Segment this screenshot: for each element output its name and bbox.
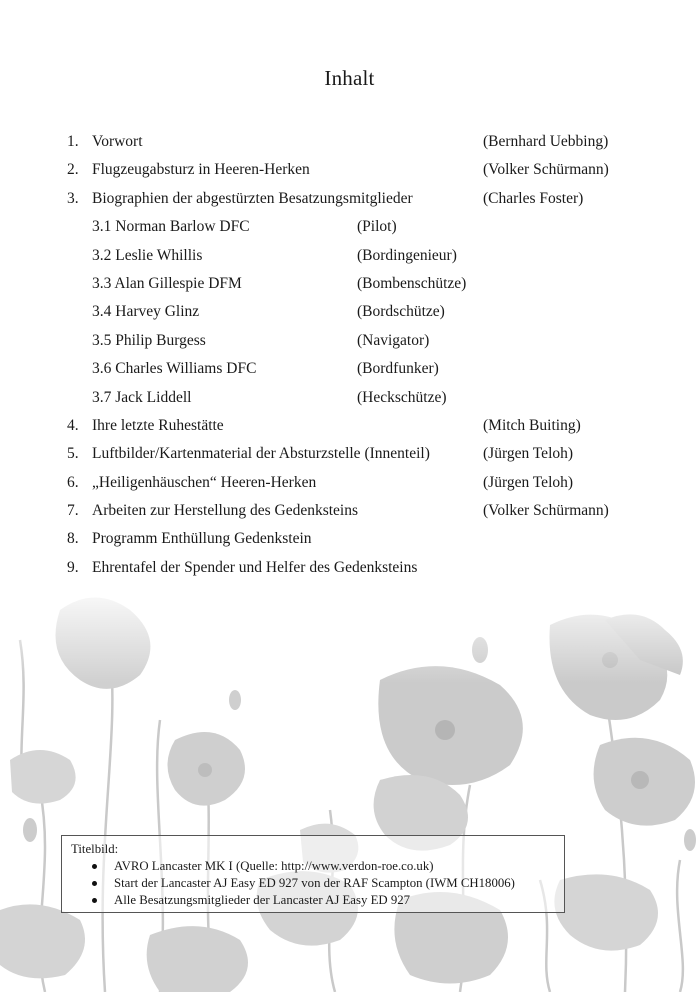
crew-member-role: (Bordingenieur) xyxy=(357,246,457,264)
toc-entry-title: Biographien der abgestürzten Besatzungsmitglieder xyxy=(92,189,413,207)
crew-member-role: (Pilot) xyxy=(357,218,397,236)
toc-entry-author: (Bernhard Uebbing) xyxy=(483,133,609,150)
toc-entry xyxy=(0,497,699,525)
toc-entry xyxy=(0,440,699,468)
crew-member-name: 3.6 Charles Williams DFC xyxy=(92,360,257,378)
caption-item xyxy=(71,875,564,892)
toc-entry-author: (Volker Schürmann) xyxy=(483,502,609,520)
toc-entry-title: Ehrentafel der Spender und Helfer des Gedenksteins xyxy=(92,558,418,576)
crew-member-name: 3.3 Alan Gillespie DFM xyxy=(92,274,242,292)
toc-subentry xyxy=(0,384,699,412)
toc-subentry xyxy=(0,298,699,326)
bullet-icon xyxy=(92,864,97,869)
crew-member-name: 3.4 Harvey Glinz xyxy=(92,303,200,321)
toc-entry-number: 8. xyxy=(67,530,79,548)
toc-entry-number: 6. xyxy=(67,473,79,491)
toc-entry-author: (Jürgen Teloh) xyxy=(483,445,574,463)
crew-member-role: (Bordfunker) xyxy=(357,360,439,378)
toc-entry-number: 5. xyxy=(67,445,79,463)
caption-item-text: AVRO Lancaster MK I (Quelle: http://www.verdon-roe.co.uk) xyxy=(114,859,434,873)
caption-item xyxy=(71,892,564,909)
crew-member-name: 3.2 Leslie Whillis xyxy=(92,246,203,264)
crew-member-role: (Bombenschütze) xyxy=(357,274,467,292)
crew-member-name: 3.1 Norman Barlow DFC xyxy=(92,218,250,236)
poppy-field-background-image xyxy=(0,580,699,992)
toc-subentry xyxy=(0,355,699,383)
toc-subentry xyxy=(0,327,699,355)
toc-entry-title: Vorwort xyxy=(92,133,143,150)
crew-member-role: (Heckschütze) xyxy=(357,388,447,406)
crew-member-role: (Navigator) xyxy=(357,331,430,349)
toc-entry xyxy=(0,412,699,440)
table-of-contents xyxy=(0,128,699,582)
toc-entry-number: 4. xyxy=(67,416,79,434)
toc-entry-number: 2. xyxy=(67,161,79,179)
toc-entry xyxy=(0,128,699,156)
toc-entry-number: 3. xyxy=(67,189,79,207)
toc-subentry xyxy=(0,213,699,241)
toc-entry-title: „Heiligenhäuschen“ Heeren-Herken xyxy=(92,473,317,491)
crew-member-role: (Bordschütze) xyxy=(357,303,445,321)
toc-subentry xyxy=(0,242,699,270)
toc-entry xyxy=(0,525,699,553)
page-title: Inhalt xyxy=(324,66,375,90)
toc-entry xyxy=(0,554,699,582)
toc-entry-title: Luftbilder/Kartenmaterial der Absturzstelle (Innenteil) xyxy=(92,445,430,463)
toc-entry xyxy=(0,156,699,184)
toc-entry-author: (Charles Foster) xyxy=(483,189,584,207)
toc-entry xyxy=(0,469,699,497)
toc-entry-number: 7. xyxy=(67,502,79,520)
crew-member-name: 3.7 Jack Liddell xyxy=(92,388,192,406)
caption-item-text: Alle Besatzungsmitglieder der Lancaster AJ Easy ED 927 xyxy=(114,893,411,907)
cover-image-caption-box xyxy=(61,835,565,913)
bullet-icon xyxy=(92,881,97,886)
toc-entry xyxy=(0,185,699,213)
caption-item-text: Start der Lancaster AJ Easy ED 927 von der RAF Scampton (IWM CH18006) xyxy=(114,876,515,890)
toc-entry-author: (Jürgen Teloh) xyxy=(483,473,574,491)
toc-entry-number: 1. xyxy=(67,133,79,150)
toc-entry-title: Programm Enthüllung Gedenkstein xyxy=(92,530,312,548)
toc-subentry xyxy=(0,270,699,298)
toc-entry-author: (Volker Schürmann) xyxy=(483,161,609,179)
bullet-icon xyxy=(92,898,97,903)
caption-item xyxy=(71,858,564,875)
toc-entry-author: (Mitch Buiting) xyxy=(483,416,581,434)
toc-entry-number: 9. xyxy=(67,558,79,576)
caption-heading: Titelbild: xyxy=(71,842,119,856)
toc-entry-title: Ihre letzte Ruhestätte xyxy=(92,416,224,434)
crew-member-name: 3.5 Philip Burgess xyxy=(92,331,206,349)
toc-entry-title: Arbeiten zur Herstellung des Gedenksteins xyxy=(92,502,359,520)
caption-list xyxy=(71,858,564,909)
toc-entry-title: Flugzeugabsturz in Heeren-Herken xyxy=(92,161,310,179)
